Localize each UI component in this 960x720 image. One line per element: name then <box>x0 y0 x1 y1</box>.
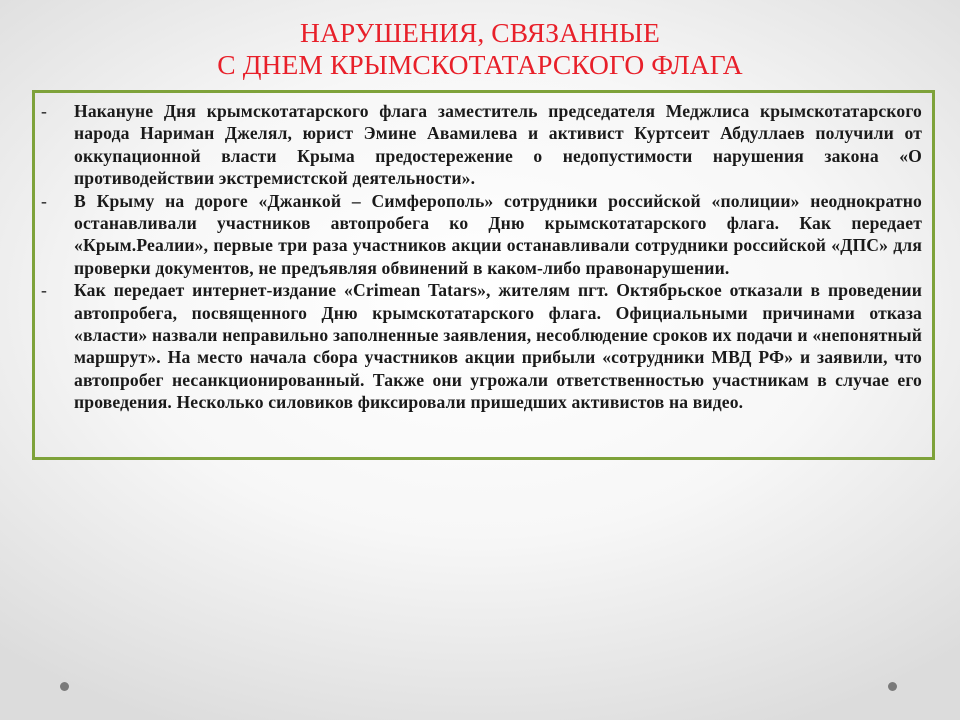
bullet-item <box>35 190 922 280</box>
slide-title <box>0 17 960 81</box>
slide-title-line-2: С ДНЕМ КРЫМСКОТАТАРСКОГО ФЛАГА <box>217 49 743 80</box>
decorative-dot-left <box>60 682 69 691</box>
content-box <box>32 90 935 460</box>
bullet-marker: - <box>41 280 48 301</box>
bullet-text: Как передает интернет-издание «Crimean Tatars», жителям пгт. Октябрьское отказали в проведении автопробега, посвященного Дню крымскотатарского флага. Официальными причинами отказа «власти» назвали неправильно заполненные заявления, несоблюдение сроков их подачи и «непонятный маршрут». На место начала сбора участников акции прибыли «сотрудники МВД РФ» и заявили, что автопробег несанкционированный. Также они угрожали ответственностью участникам в случае его проведения. Несколько силовиков фиксировали пришедших активистов на видео. <box>74 280 922 413</box>
decorative-dot-right <box>888 682 897 691</box>
bullet-list <box>35 100 922 414</box>
bullet-item <box>35 279 922 413</box>
bullet-text: В Крыму на дороге «Джанкой – Симферополь» сотрудники российской «полиции» неоднократно останавливали участников автопробега ко Дню крымскотатарского флага. Как передает «Крым.Реалии», первые три раза участников акции останавливали сотрудники российской «ДПС» для проверки документов, не предъявляя обвинений в каком-либо правонарушении. <box>74 190 922 278</box>
slide-title-line-1: НАРУШЕНИЯ, СВЯЗАННЫЕ <box>300 17 660 48</box>
bullet-marker: - <box>41 101 48 121</box>
bullet-marker: - <box>41 190 48 211</box>
bullet-item <box>35 100 922 190</box>
bullet-text: Накануне Дня крымскотатарского флага заместитель председателя Меджлиса крымскотатарского народа Нариман Джелял, юрист Эмине Авамилева и активист Куртсеит Абдуллаев получили от оккупационной власти Крыма предостережение о недопустимости нарушения закона «О противодействии экстремистской деятельности». <box>74 101 922 189</box>
